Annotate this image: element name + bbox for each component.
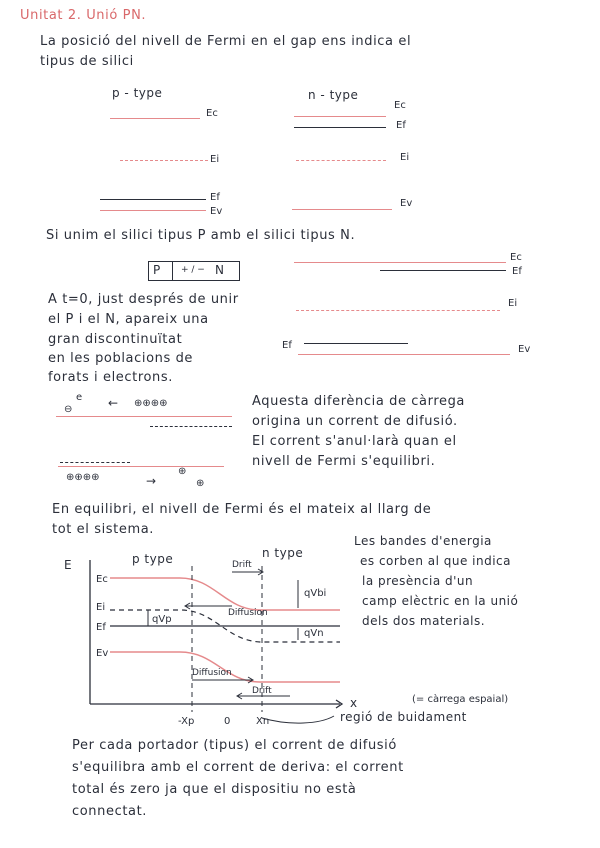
final-line-4: connectat. bbox=[72, 804, 148, 819]
bands-line-1: Les bandes d'energia bbox=[354, 534, 492, 548]
ptype-ef-label: Ef bbox=[210, 192, 220, 203]
final-line-1: Per cada portador (tipus) el corrent de difusió bbox=[72, 738, 397, 753]
sketch-bottom-carriers: ⊕⊕⊕⊕ bbox=[66, 472, 100, 483]
xn-label: Xn bbox=[256, 716, 270, 727]
ptype-ei-label: Ei bbox=[210, 154, 220, 165]
diagram-ptype: p type bbox=[132, 552, 174, 566]
junction-n-label: N bbox=[215, 263, 225, 277]
bands-line-5: dels dos materials. bbox=[362, 614, 486, 628]
t0-line-3: gran discontinuïtat bbox=[48, 332, 183, 347]
ptype-ec-label: Ec bbox=[206, 108, 218, 119]
depletion-label: regió de buidament bbox=[340, 710, 467, 724]
diagram-ntype: n type bbox=[262, 546, 304, 560]
diagram-ei-label: Ei bbox=[96, 602, 106, 613]
sketch-arrow-right: → bbox=[146, 474, 157, 488]
junction-p-label: P bbox=[153, 263, 161, 277]
xp-label: -Xp bbox=[178, 716, 195, 727]
junction-signs: + / − bbox=[181, 265, 205, 275]
energy-axis-label: E bbox=[64, 558, 73, 572]
drift-top-label: Drift bbox=[232, 560, 252, 570]
zero-label: 0 bbox=[224, 716, 231, 727]
sketch-plus: ⊕ bbox=[178, 466, 187, 477]
ptype-title: p - type bbox=[112, 86, 163, 100]
charge-line-4: nivell de Fermi s'equilibri. bbox=[252, 454, 436, 469]
ptype-ev-label: Ev bbox=[210, 206, 223, 217]
t0-line-4: en les poblacions de bbox=[48, 351, 194, 366]
sketch-arrow-left: ← bbox=[108, 396, 119, 410]
ntype-title: n - type bbox=[308, 88, 359, 102]
qvbi-label: qVbi bbox=[304, 588, 327, 599]
ntype-ef-label: Ef bbox=[396, 120, 406, 131]
position-axis-label: x bbox=[350, 696, 358, 710]
diagram-ec-label: Ec bbox=[96, 574, 108, 585]
combined-ec-label: Ec bbox=[510, 252, 522, 263]
page-heading: Unitat 2. Unió PN. bbox=[20, 8, 147, 23]
bands-line-4: camp elèctric en la unió bbox=[362, 594, 519, 608]
equilibrium-line-2: tot el sistema. bbox=[52, 522, 155, 537]
combined-ef-left-label: Ef bbox=[282, 340, 292, 351]
t0-line-5: forats i electrons. bbox=[48, 370, 173, 385]
sketch-e-label: e bbox=[76, 392, 83, 403]
bands-line-3: la presència d'un bbox=[362, 574, 474, 588]
bands-line-2: es corben al que indica bbox=[360, 554, 512, 568]
charge-line-2: origina un corrent de difusió. bbox=[252, 414, 458, 429]
diagram-ev-label: Ev bbox=[96, 648, 109, 659]
intro-line-1: La posició del nivell de Fermi en el gap ens indica el bbox=[40, 34, 412, 49]
charge-line-3: El corrent s'anul·larà quan el bbox=[252, 434, 457, 449]
combined-ef-right-label: Ef bbox=[512, 266, 522, 277]
depletion-pointer bbox=[262, 716, 334, 723]
final-line-3: total és zero ja que el dispositiu no està bbox=[72, 782, 357, 797]
diagram-ef-label: Ef bbox=[96, 622, 106, 633]
equilibrium-line-1: En equilibri, el nivell de Fermi és el mateix al llarg de bbox=[52, 502, 432, 517]
charge-line-1: Aquesta diferència de càrrega bbox=[252, 394, 466, 409]
sketch-top-carriers: ⊕⊕⊕⊕ bbox=[134, 398, 168, 409]
qvn-label: qVn bbox=[304, 628, 324, 639]
join-text: Si unim el silici tipus P amb el silici tipus N. bbox=[46, 228, 356, 243]
ntype-ev-label: Ev bbox=[400, 198, 413, 209]
combined-ev-label: Ev bbox=[518, 344, 531, 355]
sketch-top-minus: ⊖ bbox=[64, 404, 73, 415]
drift-bottom-label: Drift bbox=[252, 686, 272, 696]
t0-line-2: el P i el N, apareix una bbox=[48, 312, 209, 327]
charge-note: (= càrrega espaial) bbox=[412, 694, 509, 705]
diffusion-bottom-label: Diffusion bbox=[192, 668, 232, 678]
ntype-ei-label: Ei bbox=[400, 152, 410, 163]
diffusion-top-label: Diffusion bbox=[228, 608, 268, 618]
ntype-ec-label: Ec bbox=[394, 100, 406, 111]
intro-line-2: tipus de silici bbox=[40, 54, 134, 69]
combined-ei-label: Ei bbox=[508, 298, 518, 309]
sketch-bottom-plus: ⊕ bbox=[196, 478, 205, 489]
t0-line-1: A t=0, just després de unir bbox=[48, 292, 239, 307]
final-line-2: s'equilibra amb el corrent de deriva: el corrent bbox=[72, 760, 404, 775]
qvp-label: qVp bbox=[152, 614, 172, 625]
